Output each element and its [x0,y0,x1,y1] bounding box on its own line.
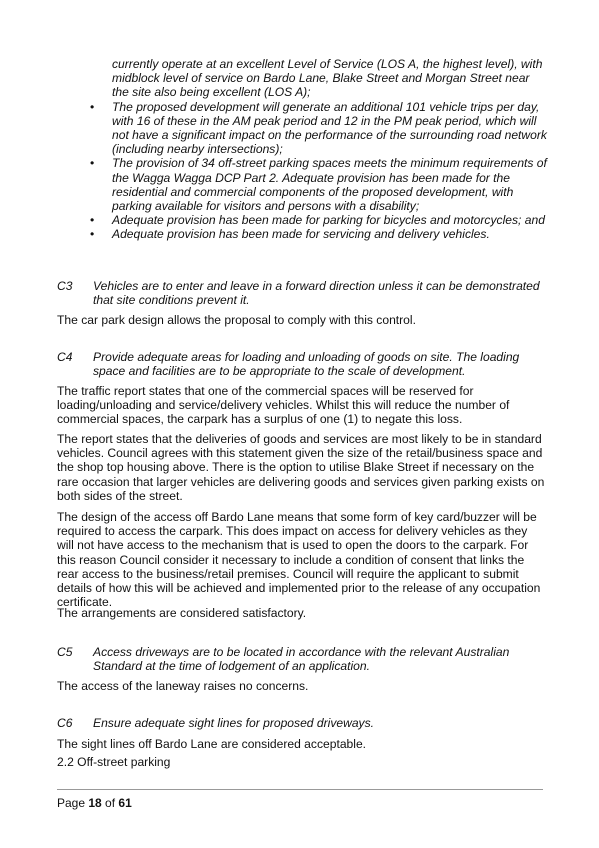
bullet-icon: • [90,156,95,171]
control-text: Provide adequate areas for loading and unloading of goods on site. The loading space and facilities are to be appropriate to the scale of development. [93,350,520,379]
current-page: 18 [88,796,102,810]
control-text: Ensure adequate sight lines for proposed driveways. [93,716,375,730]
c4-paragraph-1: The traffic report states that one of the commercial spaces will be reserved for loading/unloading and service/delivery vehicles. Whilst this will reduce the number of commercial spaces, the carpark has a surplus of one (1) to negate this loss. [57,384,510,427]
c6-response: The sight lines off Bardo Lane are considered acceptable. [57,737,367,751]
list-item: • Adequate provision has been made for servicing and delivery vehicles. [90,227,490,242]
section-heading: 2.2 Off-street parking [57,755,171,769]
total-pages: 61 [118,796,132,810]
c4-paragraph-4: The arrangements are considered satisfactory. [57,606,307,620]
list-item: • The proposed development will generate an additional 101 vehicle trips per day, with 16 of these in the AM peak period and 12 in the PM peak period, which will not have a significant impact on the performance of the surrounding road network (including nearby intersections); [90,99,547,157]
control-code: C6 [57,716,73,730]
c3-response: The car park design allows the proposal to comply with this control. [57,313,416,327]
list-item: • The provision of 34 off-street parking spaces meets the minimum requirements of the Wagga Wagga DCP Part 2. Adequate provision has been made for the residential and commercial components of the proposed development, with parking available for visitors and persons with a disability; [90,156,547,214]
control-code: C4 [57,350,73,364]
c4-paragraph-2: The report states that the deliveries of goods and services are most likely to be in standard vehicles. Council agrees with this statement given the size of the retail/business space and the shop top housing above. There is the option to utilise Blake Street if necessary on the rare occasion that larger vehicles are delivering goods and services given parking exists on both sides of the street. [57,432,545,503]
page-number: Page 18 of 61 [57,796,132,810]
control-code: C3 [57,279,73,293]
findings-list [88,57,548,242]
list-continuation: currently operate at an excellent Level of Service (LOS A, the highest level), with midblock level of service on Bardo Lane, Blake Street and Morgan Street near the site also being excellent (LOS A); [112,57,543,100]
footer-divider [57,789,543,790]
list-item: • Adequate provision has been made for parking for bicycles and motorcycles; and [90,213,545,228]
control-c6 [57,716,547,730]
control-text: Vehicles are to enter and leave in a forward direction unless it can be demonstrated that site conditions prevent it. [93,279,540,308]
bullet-icon: • [90,227,95,242]
control-text: Access driveways are to be located in accordance with the relevant Australian Standard at the time of lodgement of an application. [93,645,510,674]
c5-response: The access of the laneway raises no concerns. [57,679,309,693]
control-c5 [57,645,547,673]
c4-paragraph-3: The design of the access off Bardo Lane means that some form of key card/buzzer will be required to access the carpark. This does impact on access for delivery vehicles as they will not have access to the mechanism that is used to open the doors to the carpark. For this reason Council consider it necessary to include a condition of consent that links the rear access to the business/retail premises. Council will require the applicant to submit details of how this will be achieved and implemented prior to the release of any occupation certificate. [57,510,541,610]
control-c4 [57,350,547,378]
control-code: C5 [57,645,73,659]
control-c3 [57,279,547,307]
bullet-icon: • [90,213,95,228]
bullet-icon: • [90,99,95,114]
